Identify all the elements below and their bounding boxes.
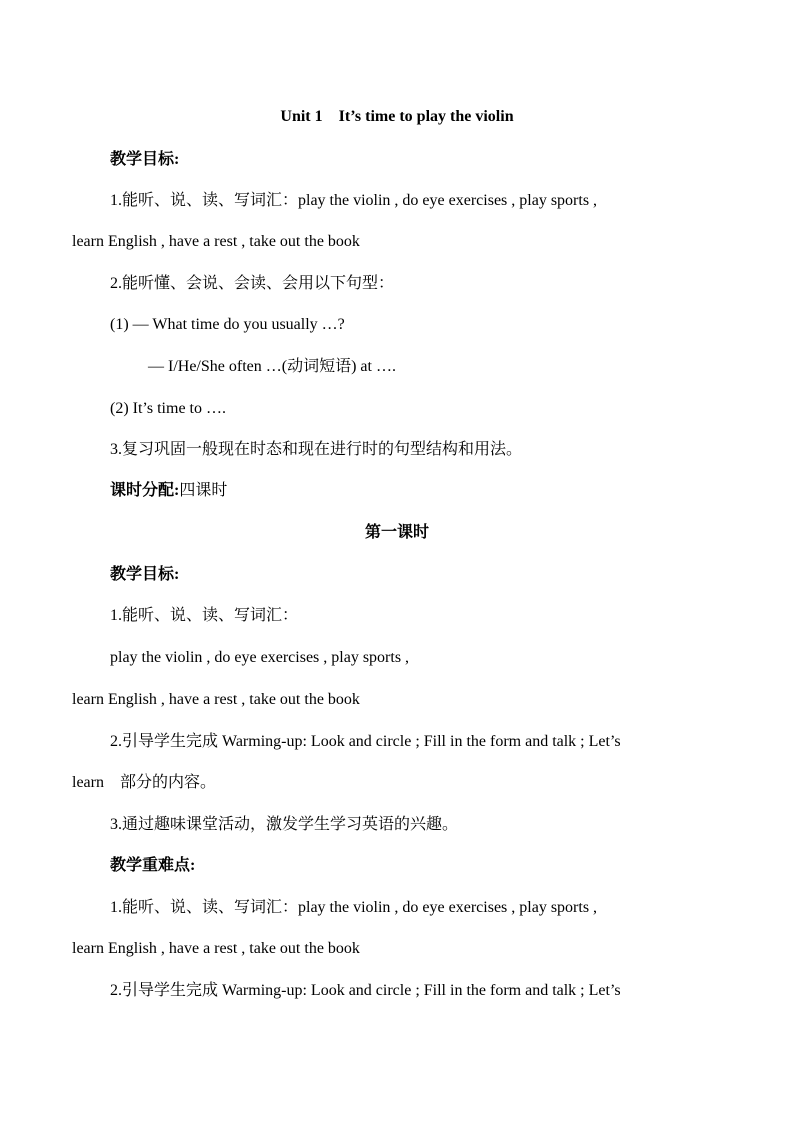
goals-heading: 教学目标:	[110, 151, 180, 168]
lesson-goal-1: 1.能听、说、读、写词汇：	[110, 607, 299, 624]
goal-1-continued: learn English , have a rest , take out the book	[72, 233, 360, 250]
sentence-pattern-1: (1) — What time do you usually …?	[110, 316, 345, 333]
lesson-goal-3: 3.通过趣味课堂活动，激发学生学习英语的兴趣。	[110, 816, 459, 833]
lesson-goals-heading: 教学目标:	[110, 566, 180, 583]
period-label: 课时分配:	[110, 482, 180, 499]
goal-2: 2.能听懂、会说、会读、会用以下句型：	[110, 275, 395, 292]
unit-title: Unit 1 It’s time to play the violin	[280, 108, 514, 125]
key-point-1: 1.能听、说、读、写词汇：play the violin , do eye exercises , play sports ,	[110, 899, 598, 916]
key-point-1-continued: learn English , have a rest , take out the book	[72, 940, 360, 957]
lesson-goal-2-continued: learn 部分的内容。	[72, 774, 216, 791]
sentence-pattern-2: (2) It’s time to ….	[110, 400, 226, 417]
sentence-pattern-1-answer: — I/He/She often …(动词短语) at ….	[148, 358, 396, 375]
goal-1: 1.能听、说、读、写词汇：play the violin , do eye exercises , play sports ,	[110, 192, 598, 209]
goal-3: 3.复习巩固一般现在时态和现在进行时的句型结构和用法。	[110, 441, 523, 458]
lesson-goal-1-continued: learn English , have a rest , take out the book	[72, 691, 360, 708]
lesson-goal-1-words: play the violin , do eye exercises , play sports ,	[110, 649, 410, 666]
key-points-heading: 教学重难点:	[110, 857, 196, 874]
period-allocation	[110, 481, 227, 501]
period-value: 四课时	[179, 482, 228, 499]
lesson-goal-2: 2.引导学生完成 Warming-up: Look and circle ; Fill in the form and talk ; Let’s	[110, 733, 621, 750]
key-point-2: 2.引导学生完成 Warming-up: Look and circle ; Fill in the form and talk ; Let’s	[110, 982, 621, 999]
lesson-title: 第一课时	[364, 524, 429, 541]
